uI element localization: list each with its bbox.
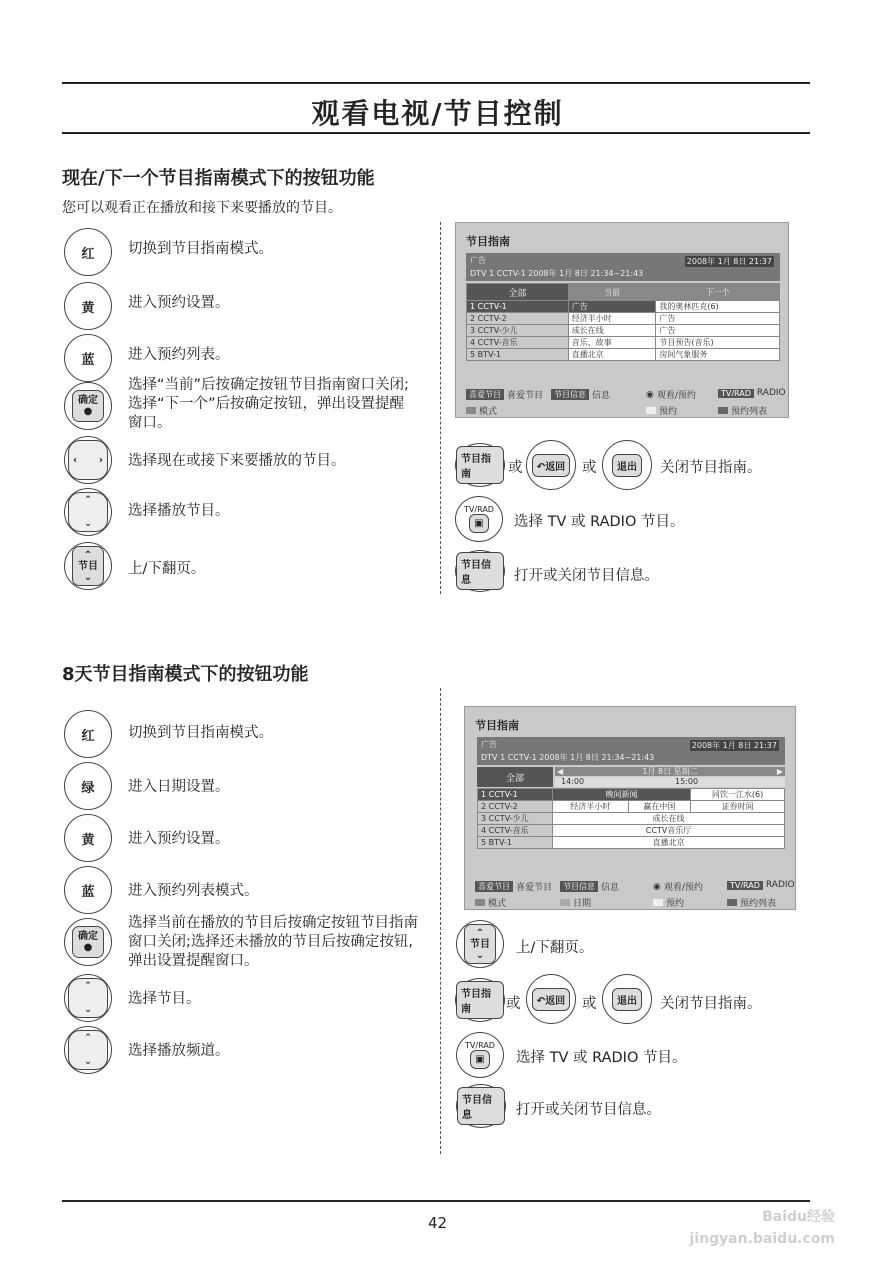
page-title: 观看电视/节目控制 xyxy=(311,97,564,130)
guide-key[interactable]: 节目指南 xyxy=(455,978,505,1022)
table-row[interactable]: 4 CCTV-音乐 CCTV音乐厅 xyxy=(478,825,785,837)
info-line: DTV 1 CCTV-1 2008年 1月 8日 21:34~21:43 xyxy=(470,269,644,278)
section2-divider xyxy=(440,688,441,1154)
up-down-button[interactable] xyxy=(64,974,112,1022)
guide-key[interactable]: 节目指南 xyxy=(455,443,505,487)
yellow-button[interactable]: 黄 xyxy=(64,814,112,862)
blue-button[interactable]: 蓝 xyxy=(64,866,112,914)
chevron-left-icon: ‹ xyxy=(73,454,78,466)
back-key[interactable]: ↶返回 xyxy=(526,440,576,490)
info-desc: 打开或关闭节目信息。 xyxy=(514,568,659,584)
top-rule xyxy=(62,82,810,84)
radio-icon: ◉ xyxy=(653,881,661,892)
chevron-down-icon: ⌄ xyxy=(83,571,93,583)
table-row[interactable]: 1 CCTV-1 晚间新闻 同饮一江水(6) xyxy=(478,789,785,801)
program-info-bar: 广告 2008年 1月 8日 21:37 DTV 1 CCTV-1 2008年 1月 8日 21:34~21:43 xyxy=(466,253,780,281)
section1-divider xyxy=(440,222,441,594)
table-row[interactable]: 3 CCTV-少儿 成长在线 广告 xyxy=(467,325,780,337)
guide-grid xyxy=(477,788,785,849)
table-row[interactable]: 1 CCTV-1 广告 我的奥林匹克(6) xyxy=(467,301,780,313)
dot-icon: ● xyxy=(83,406,93,417)
tv-radio-icon: ▣ xyxy=(470,1050,489,1069)
up-down-button[interactable] xyxy=(64,488,112,536)
tvrad-key[interactable]: TV/RAD ▣ xyxy=(455,496,503,542)
guide-screen-8day: 节目指南 广告 2008年 1月 8日 21:37 DTV 1 CCTV-1 2008年 1月 8日 21:34~21:43 全部 ◀ 1月 8日 星期二 ▶ 14:00 15:00 1 CCTV-1 晚间新闻 同饮一江水(6) 2 CCTV-2 经济半小时 赢在中国 证券时间 3 CCTV-少儿 成长在线 4 CCTV-音乐 CCTV音乐厅 5 BTV-1 直播北京 喜爱节目 喜爱节目 节目信息 信息 ◉ 观看/预约 TV/RAD RADIO 模式 日期 预约 预约列表 xyxy=(464,706,796,910)
table-row[interactable]: 4 CCTV-音乐 音乐、故事 节目预告(音乐) xyxy=(467,337,780,349)
table-row[interactable]: 2 CCTV-2 经济半小时 广告 xyxy=(467,313,780,325)
title-rule xyxy=(62,132,810,134)
page-button[interactable]: ⌃ 节目 ⌄ xyxy=(456,920,504,968)
yellow-chip xyxy=(646,407,656,414)
yellow-button-desc: 进入预约设置。 xyxy=(128,295,230,311)
baidu-watermark: Baidu经验 jingyan.baidu.com xyxy=(689,1209,835,1247)
dot-icon: ● xyxy=(83,942,93,953)
chevron-up-icon: ⌃ xyxy=(84,981,92,991)
blue-chip xyxy=(718,407,728,414)
table-row[interactable]: 5 BTV-1 直播北京 房间气象服务 xyxy=(467,349,780,361)
exit-key[interactable]: 退出 xyxy=(602,440,652,490)
close-guide-desc: 关闭节目指南。 xyxy=(660,460,762,476)
tvrad-key[interactable]: TV/RAD ▣ xyxy=(456,1032,504,1078)
chevron-up-icon: ⌃ xyxy=(475,927,485,939)
radio-icon: ◉ xyxy=(646,389,654,400)
left-right-desc: 选择现在或接下来要播放的节目。 xyxy=(128,453,346,469)
chevron-down-icon: ⌄ xyxy=(84,519,92,529)
table-row[interactable]: 5 BTV-1 直播北京 xyxy=(478,837,785,849)
chevron-up-icon: ⌃ xyxy=(84,495,92,505)
chevron-down-icon: ⌄ xyxy=(84,1057,92,1067)
red-button-desc: 切换到节目指南模式。 xyxy=(128,241,273,257)
guide-screen-now-next: 节目指南 广告 2008年 1月 8日 21:37 DTV 1 CCTV-1 2008年 1月 8日 21:34~21:43 全部 当前 下一个 1 CCTV-1 广告 我的奥林匹克(6) 2 CCTV-2 经济半小时 广告 3 CCTV-少儿 成长在线 广告 4 CCTV-音乐 音乐、故事 节目预告(音乐) 5 BTV-1 直播北京 房间气象服务 喜爱节目 喜爱节目 节目信息 信息 ◉ 观看/预约 TV/RAD RADIO 模式 预约 预约列表 xyxy=(455,222,789,418)
red-button[interactable]: 红 xyxy=(64,710,112,758)
ok-button[interactable]: 确定 ● xyxy=(64,918,112,966)
screen-title: 节目指南 xyxy=(466,235,510,248)
page-button-desc: 上/下翻页。 xyxy=(128,561,206,577)
blue-button-desc: 进入预约列表。 xyxy=(128,347,230,363)
info-key[interactable]: 节目信息 xyxy=(455,550,505,592)
bottom-rule xyxy=(62,1200,810,1202)
chevron-left-icon: ◀ xyxy=(557,767,564,776)
chevron-right-icon: ▶ xyxy=(776,767,783,776)
tv-radio-icon: ▣ xyxy=(469,514,488,533)
section2-heading: 8天节目指南模式下的按钮功能 xyxy=(62,664,309,685)
return-arrow-icon: ↶ xyxy=(536,995,546,1007)
red-chip xyxy=(466,407,476,414)
chevron-down-icon: ⌄ xyxy=(84,1005,92,1015)
green-button[interactable]: 绿 xyxy=(64,762,112,810)
chevron-right-icon: › xyxy=(98,454,103,466)
table-row[interactable]: 3 CCTV-少儿 成长在线 xyxy=(478,813,785,825)
ok-key: 确定 ● xyxy=(72,390,104,422)
section1-heading: 现在/下一个节目指南模式下的按钮功能 xyxy=(62,168,375,189)
page-button[interactable]: ⌃ 节目 ⌄ xyxy=(64,542,112,590)
chevron-down-icon: ⌄ xyxy=(475,949,485,961)
return-arrow-icon: ↶ xyxy=(536,461,546,473)
chevron-up-icon: ⌃ xyxy=(83,549,93,561)
page-number: 42 xyxy=(427,1214,448,1232)
up-down-desc: 选择播放节目。 xyxy=(128,503,230,519)
info-key[interactable]: 节目信息 xyxy=(456,1084,506,1128)
up-down-button[interactable] xyxy=(64,1026,112,1074)
exit-key[interactable]: 退出 xyxy=(602,974,652,1024)
tvrad-desc: 选择 TV 或 RADIO 节目。 xyxy=(514,514,685,530)
left-right-button[interactable] xyxy=(64,436,112,484)
table-row[interactable]: 2 CCTV-2 经济半小时 赢在中国 证券时间 xyxy=(478,801,785,813)
blue-button[interactable]: 蓝 xyxy=(64,334,112,382)
section1-intro: 您可以观看正在播放和接下来要播放的节目。 xyxy=(62,200,342,216)
ok-button-desc: 选择“当前”后按确定按钮节目指南窗口关闭;选择“下一个”后按确定按钮，弹出设置提醒窗口。 xyxy=(128,377,409,431)
yellow-button[interactable]: 黄 xyxy=(64,282,112,330)
ok-button[interactable] xyxy=(64,382,112,430)
guide-table: 全部 当前 下一个 1 CCTV-1 广告 我的奥林匹克(6) 2 CCTV-2 经济半小时 广告 3 CCTV-少儿 成长在线 广告 4 CCTV-音乐 音乐、故事 节目预告(音乐) 5 BTV-1 直播北京 房间气象服务 xyxy=(466,283,780,361)
back-key[interactable]: ↶返回 xyxy=(526,974,576,1024)
chevron-up-icon: ⌃ xyxy=(84,1033,92,1043)
red-button[interactable]: 红 xyxy=(64,228,112,276)
